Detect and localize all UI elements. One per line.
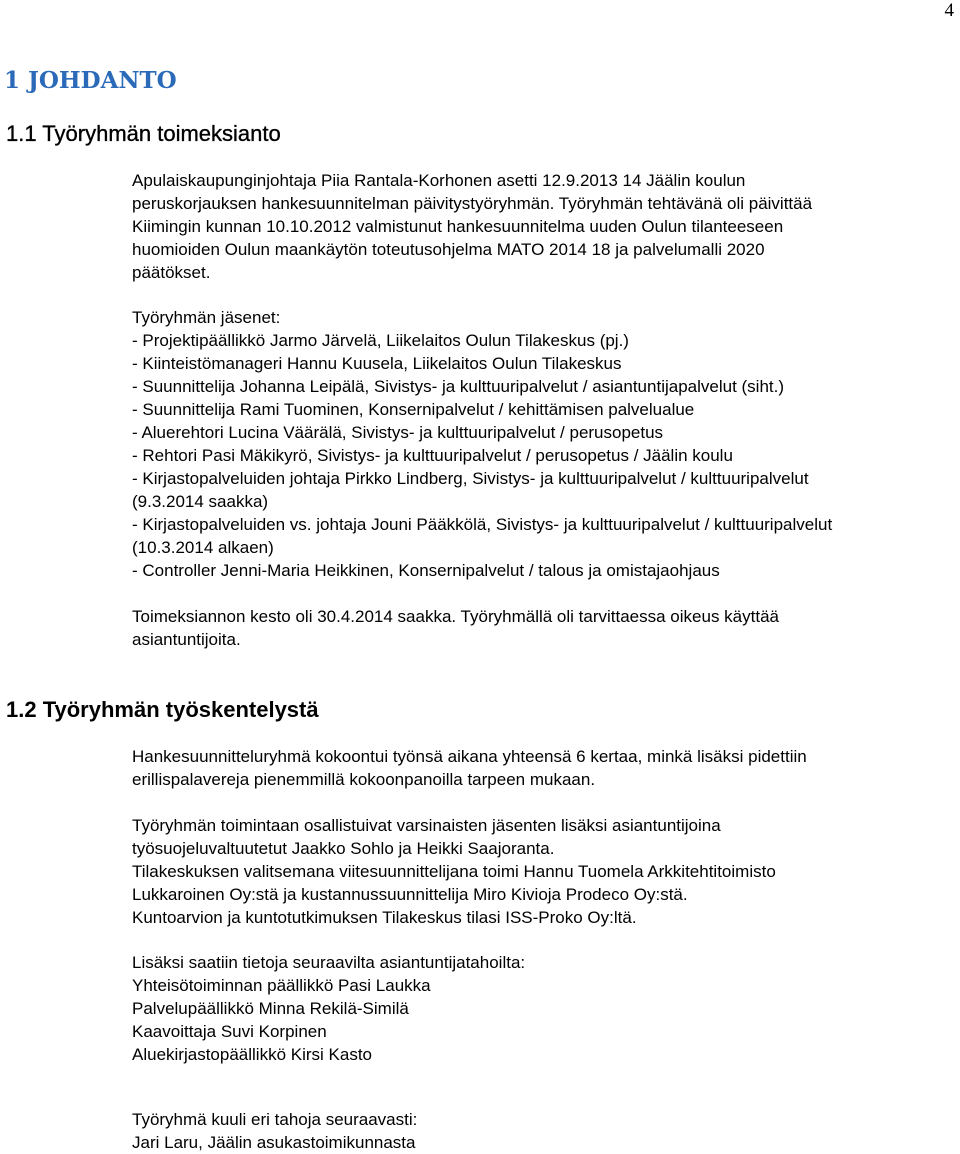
- paragraph-meetings: [132, 745, 952, 791]
- text-line: Tilakeskuksen valitsemana viitesuunnittelijana toimi Hannu Tuomela Arkkitehtitoimisto: [132, 862, 776, 881]
- text-line: Kiimingin kunnan 10.10.2012 valmistunut hankesuunnitelma uuden Oulun tilanteeseen: [132, 217, 784, 236]
- text-line: Kuntoarvion ja kuntotutkimuksen Tilakeskus tilasi ISS-Proko Oy:ltä.: [132, 908, 637, 927]
- text-line: Palvelupäällikkö Minna Rekilä-Similä: [132, 999, 409, 1018]
- member-item: - Aluerehtori Lucina Väärälä, Sivistys- ja kulttuuripalvelut / perusopetus: [132, 423, 664, 442]
- text-line: Kaavoittaja Suvi Korpinen: [132, 1022, 327, 1041]
- member-item: - Projektipäällikkö Jarmo Järvelä, Liikelaitos Oulun Tilakeskus (pj.): [132, 331, 629, 350]
- text-line: Työryhmä kuuli eri tahoja seuraavasti:: [132, 1110, 418, 1129]
- paragraph-assignment: [132, 169, 952, 284]
- text-line: Toimeksiannon kesto oli 30.4.2014 saakka. Työryhmällä oli tarvittaessa oikeus käyttää: [132, 607, 779, 626]
- members-heading: Työryhmän jäsenet:: [132, 308, 281, 327]
- paragraph-duration: [132, 605, 952, 651]
- text-line: Lisäksi saatiin tietoja seuraavilta asiantuntijatahoilta:: [132, 953, 526, 972]
- paragraph-heard-parties: [132, 1108, 952, 1154]
- member-item: - Kiinteistömanageri Hannu Kuusela, Liikelaitos Oulun Tilakeskus: [132, 354, 622, 373]
- paragraph-members: [132, 306, 952, 582]
- text-line: Jari Laru, Jäälin asukastoimikunnasta: [132, 1133, 416, 1152]
- paragraph-experts: [132, 814, 952, 929]
- page-number: 4: [944, 0, 954, 21]
- member-item: - Controller Jenni-Maria Heikkinen, Konsernipalvelut / talous ja omistajaohjaus: [132, 561, 720, 580]
- text-line: Yhteisötoiminnan päällikkö Pasi Laukka: [132, 976, 431, 995]
- text-line: erillispalavereja pienemmillä kokoonpanoilla tarpeen mukaan.: [132, 770, 596, 789]
- member-item: (10.3.2014 alkaen): [132, 538, 274, 557]
- section-heading-1-2: 1.2 Työryhmän työskentelystä: [6, 697, 319, 722]
- text-line: Aluekirjastopäällikkö Kirsi Kasto: [132, 1045, 372, 1064]
- text-line: huomioiden Oulun maankäytön toteutusohjelma MATO 2014 18 ja palvelumalli 2020: [132, 240, 765, 259]
- member-item: - Rehtori Pasi Mäkikyrö, Sivistys- ja kulttuuripalvelut / perusopetus / Jäälin koulu: [132, 446, 733, 465]
- member-item: - Suunnittelija Rami Tuominen, Konsernipalvelut / kehittämisen palvelualue: [132, 400, 695, 419]
- section-heading-1-1: 1.1 Työryhmän toimeksianto: [6, 121, 281, 146]
- text-line: päätökset.: [132, 263, 211, 282]
- text-line: Apulaiskaupunginjohtaja Piia Rantala-Korhonen asetti 12.9.2013 14 Jäälin koulun: [132, 171, 746, 190]
- text-line: Hankesuunnitteluryhmä kokoontui työnsä aikana yhteensä 6 kertaa, minkä lisäksi pidettiin: [132, 747, 807, 766]
- member-item: - Suunnittelija Johanna Leipälä, Sivistys- ja kulttuuripalvelut / asiantuntijapalvelut (siht.): [132, 377, 785, 396]
- chapter-heading: 1 JOHDANTO: [4, 67, 177, 94]
- member-item: - Kirjastopalveluiden johtaja Pirkko Lindberg, Sivistys- ja kulttuuripalvelut / kulttuuripalvelut: [132, 469, 809, 488]
- text-line: peruskorjauksen hankesuunnitelman päivitystyöryhmän. Työryhmän tehtävänä oli päivittää: [132, 194, 813, 213]
- text-line: Lukkaroinen Oy:stä ja kustannussuunnittelija Miro Kivioja Prodeco Oy:stä.: [132, 885, 688, 904]
- paragraph-information-sources: [132, 951, 952, 1066]
- member-item: - Kirjastopalveluiden vs. johtaja Jouni Pääkkölä, Sivistys- ja kulttuuripalvelut / kulttuuripalvelut: [132, 515, 833, 534]
- text-line: työsuojeluvaltuutetut Jaakko Sohlo ja Heikki Saajoranta.: [132, 839, 555, 858]
- member-item: (9.3.2014 saakka): [132, 492, 269, 511]
- text-line: Työryhmän toimintaan osallistuivat varsinaisten jäsenten lisäksi asiantuntijoina: [132, 816, 721, 835]
- text-line: asiantuntijoita.: [132, 630, 241, 649]
